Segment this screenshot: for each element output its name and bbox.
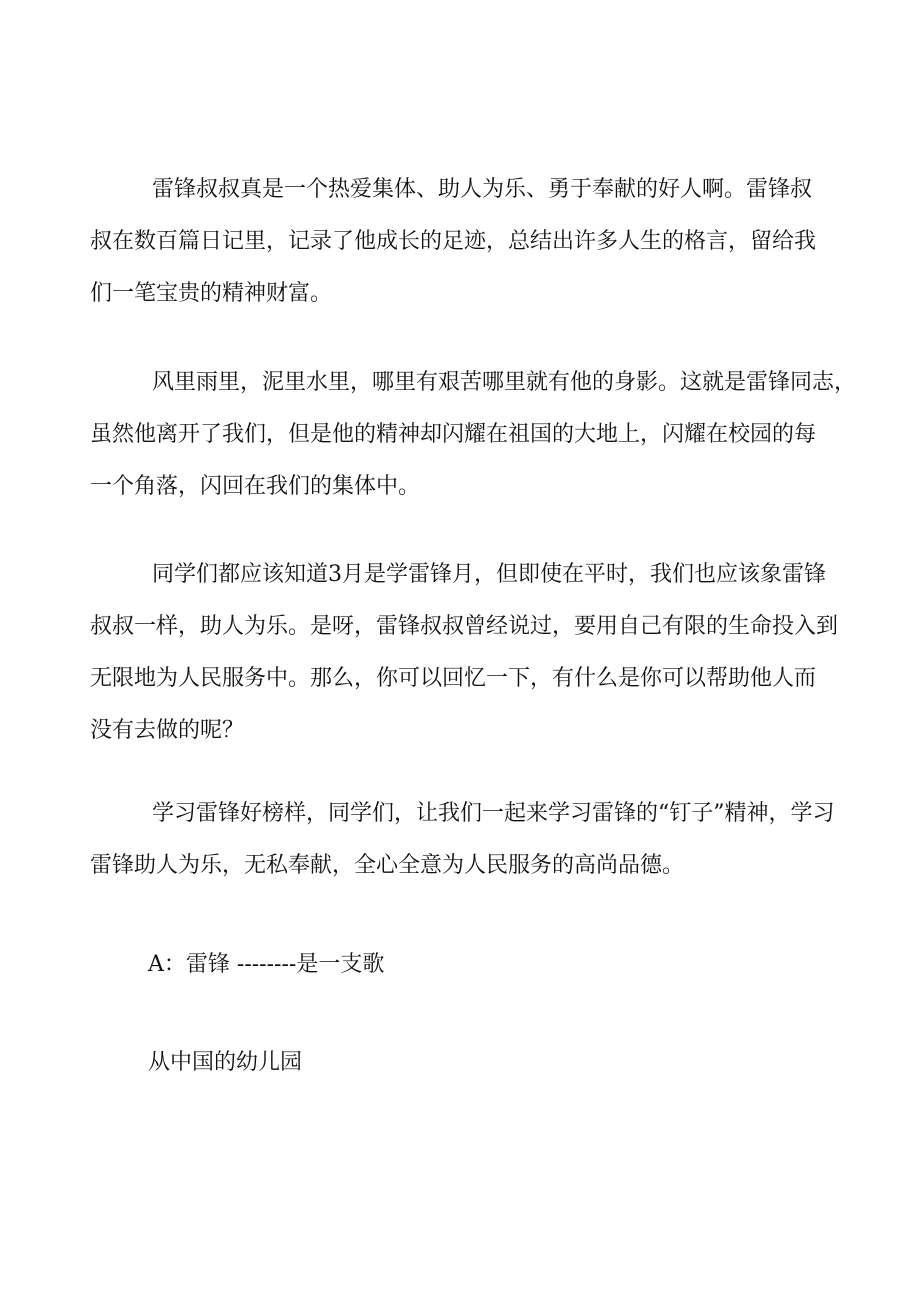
paragraph-4 [90,788,835,892]
paragraph-1-line-2: 叔在数百篇日记里，记录了他成长的足迹，总结出许多人生的格言，留给我 [90,229,817,254]
paragraph-1-line-3: 们一笔宝贵的精神财富。 [90,281,333,306]
paragraph-1-line-1: 雷锋叔叔真是一个热爱集体、助人为乐、勇于奉献的好人啊。雷锋叔 [152,177,813,202]
line-b: 从中国的幼儿园 [148,1050,303,1075]
paragraph-2-line-3: 一个角落，闪回在我们的集体中。 [90,474,421,499]
paragraph-3-line-2: 叔叔一样，助人为乐。是呀，雷锋叔叔曾经说过，要用自己有限的生命投入到 [90,614,839,639]
paragraph-3 [90,549,839,757]
paragraph-2-line-1: 风里雨里，泥里水里，哪里有艰苦哪里就有他的身影。这就是雷锋同志， [152,370,857,395]
paragraph-1 [90,164,817,320]
paragraph-3-line-4: 没有去做的呢？ [90,718,245,743]
paragraph-3-line-3: 无限地为人民服务中。那么，你可以回忆一下，有什么是你可以帮助他人而 [90,666,817,691]
paragraph-2 [90,357,857,513]
paragraph-4-line-2: 雷锋助人为乐，无私奉献，全心全意为人民服务的高尚品德。 [90,853,685,878]
line-a: A：雷锋 --------是一支歌 [148,952,385,977]
paragraph-4-line-1: 学习雷锋好榜样，同学们，让我们一起来学习雷锋的“钉子”精神，学习 [152,801,835,826]
paragraph-3-line-1: 同学们都应该知道3月是学雷锋月，但即使在平时，我们也应该象雷锋 [152,562,826,587]
paragraph-2-line-2: 虽然他离开了我们，但是他的精神却闪耀在祖国的大地上，闪耀在校园的每 [90,422,817,447]
